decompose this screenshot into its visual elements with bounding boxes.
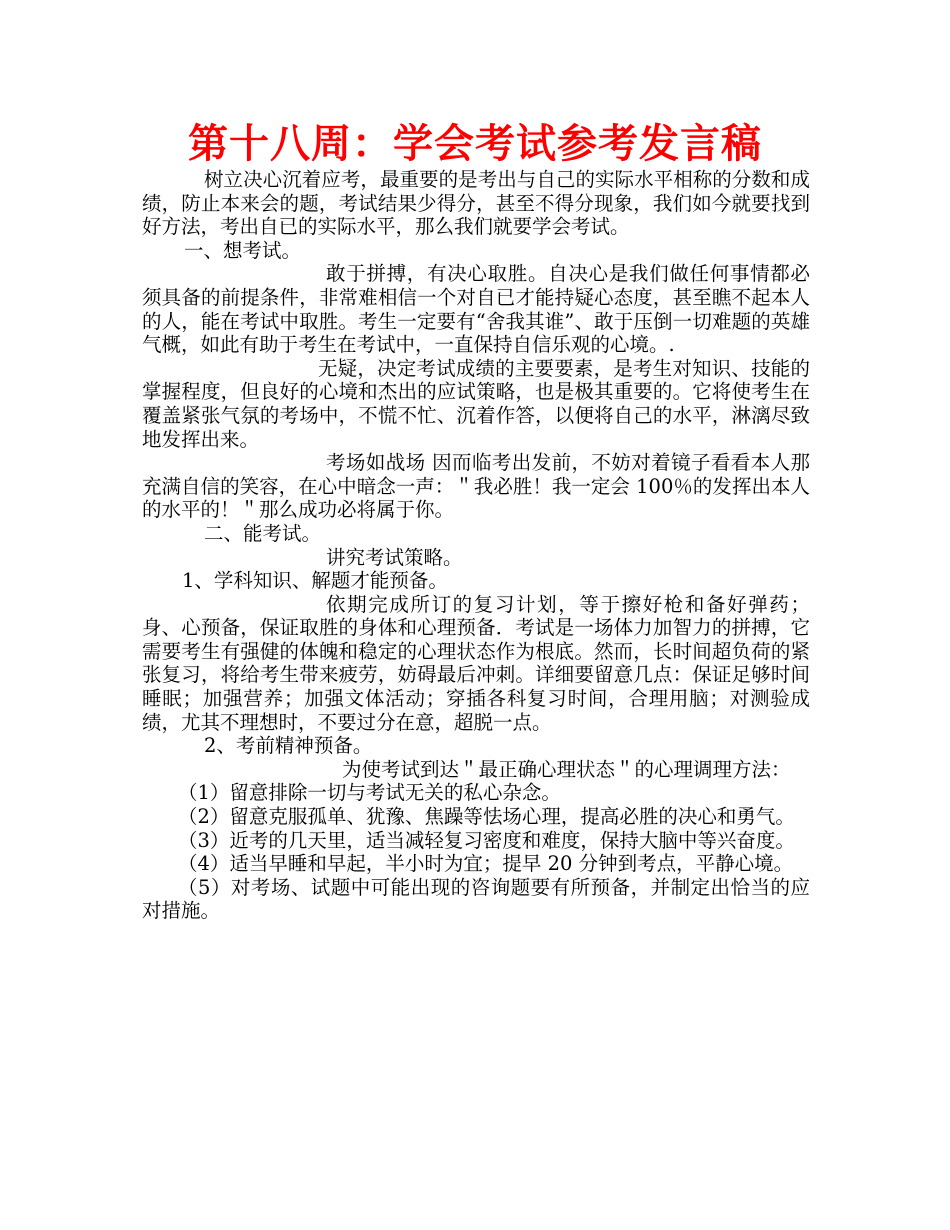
list-item-1: （1）留意排除一切与考试无关的私心杂念。 bbox=[178, 781, 561, 805]
list-item-4: （4）适当早睡和早起，半小时为宜；提早 20 分钟到考点，平静心境。 bbox=[178, 852, 794, 876]
paragraph-preparation: 依期完成所订的复习计划，等于擦好枪和备好弹药；身、心预备，保证取胜的身体和心理预备．考试是一场体力加智力的拼搏，它需要考生有强健的体魄和稳定的心理状态作为根底。然而，长时间超负荷的紧张复习，将给考生带来疲劳，妨碍最后冲刺。详细要留意几点：保证足够时间睡眠；加强营养；加强文体活动；穿插各科复习时间，合理用脑；对测验成绩，尤其不理想时，不要过分在意，超脱一点。 bbox=[142, 592, 810, 734]
list-item-2: （2）留意克服孤单、犹豫、焦躁等怯场心理，提高必胜的决心和勇气。 bbox=[178, 805, 795, 829]
paragraph-factors: 无疑，决定考试成绩的主要要素，是考生对知识、技能的掌握程度，但良好的心境和杰出的应试策略，也是极其重要的。它将使考生在覆盖紧张气氛的考场中，不慌不忙、沉着作答，以便将自己的水平，淋漓尽致地发挥出来。 bbox=[142, 356, 810, 451]
paragraph-exam-battlefield: 考场如战场 因而临考出发前，不妨对着镜子看看本人那充满自信的笑容，在心中暗念一声：＂我必胜！我一定会 100％的发挥出本人的水平的！＂那么成功必将属于你。 bbox=[142, 451, 810, 522]
section-heading-2: 二、能考试。 bbox=[204, 521, 322, 545]
paragraph-confidence: 敢于拼搏，有决心取胜。自决心是我们做任何事情都必须具备的前提条件，非常难相信一个对自已才能持疑心态度，甚至瞧不起本人的人，能在考试中取胜。考生一定要有“舍我其谁”、敢于压倒一切难题的英雄气概，如此有助于考生在考试中，一直保持自信乐观的心境。. bbox=[142, 262, 810, 357]
subheading-mental: 2、考前精神预备。 bbox=[204, 734, 373, 758]
list-item-5: （5）对考场、试题中可能出现的咨询题要有所预备，并制定出恰当的应对措施。 bbox=[142, 875, 810, 923]
paragraph-strategy: 讲究考试策略。 bbox=[326, 545, 463, 569]
section-heading-1: 一、想考试。 bbox=[184, 238, 302, 262]
paragraph-intro: 树立决心沉着应考，最重要的是考出与自己的实际水平相称的分数和成绩，防止本来会的题，考试结果少得分，甚至不得分现象，我们如今就要找到好方法，考出自已的实际水平，那么我们就要学会考试。 bbox=[142, 168, 810, 239]
document-body bbox=[142, 168, 810, 923]
paragraph-method: 为使考试到达＂最正确心理状态＂的心理调理方法： bbox=[342, 757, 791, 781]
document-title: 第十八周：学会考试参考发言稿 bbox=[188, 121, 762, 167]
subheading-knowledge: 1、学科知识、解题才能预备。 bbox=[182, 569, 448, 593]
list-item-3: （3）近考的几天里，适当减轻复习密度和难度，保持大脑中等兴奋度。 bbox=[178, 828, 795, 852]
